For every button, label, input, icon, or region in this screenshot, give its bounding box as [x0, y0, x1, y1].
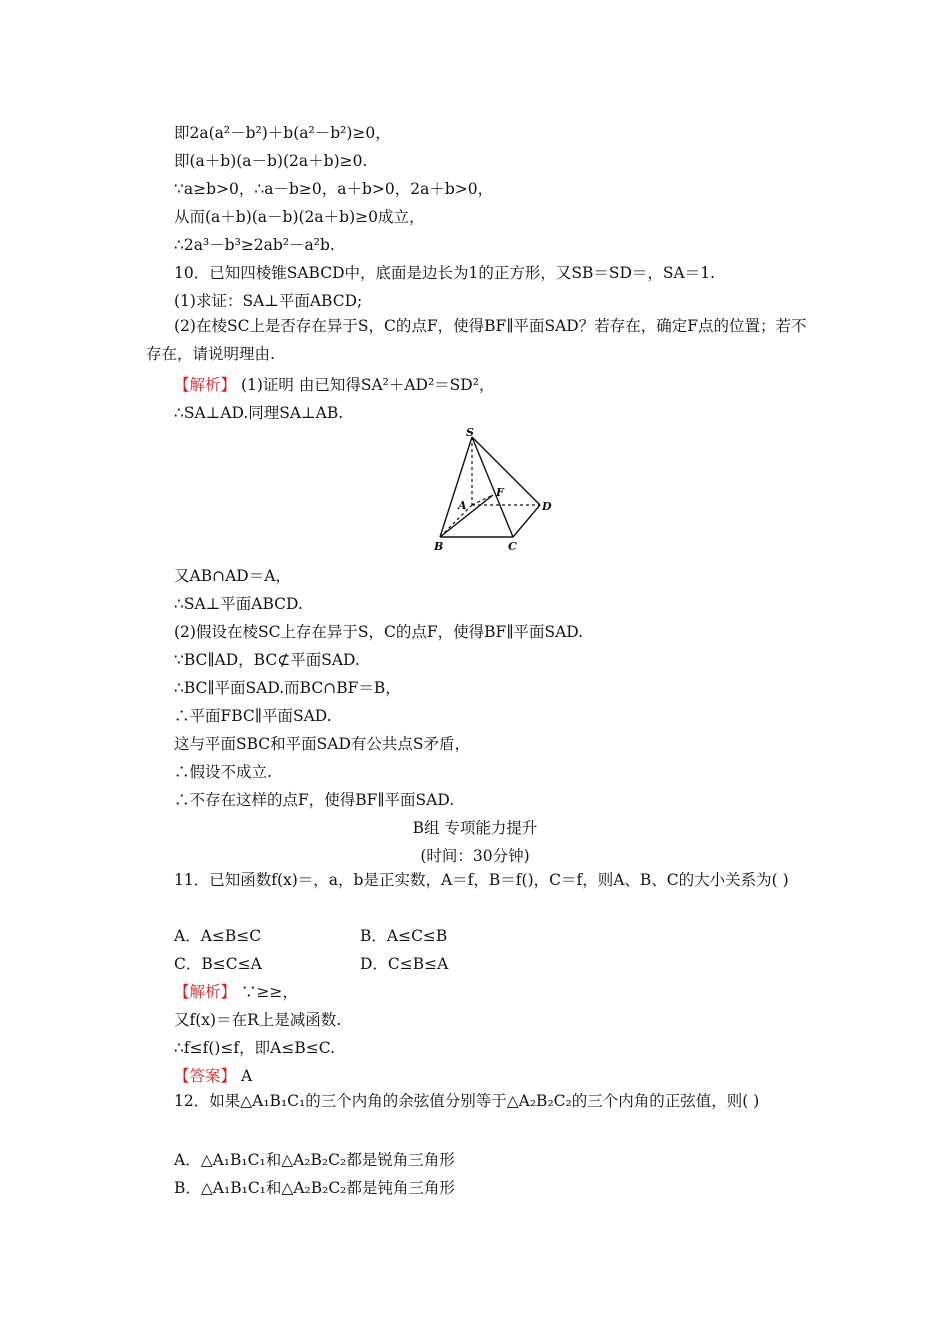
text-line: 即(a＋b)(a－b)(2a＋b)≥0.	[174, 152, 368, 170]
text-line: 从而(a＋b)(a－b)(2a＋b)≥0成立，	[174, 208, 425, 226]
solution-text: ∵≥≥，	[236, 983, 298, 1001]
text-line: ∴不存在这样的点F，使得BF∥平面SAD.	[174, 791, 455, 809]
option-A: A．△A₁B₁C₁和△A₂B₂C₂都是锐角三角形	[174, 1151, 455, 1169]
label-B: B	[434, 540, 444, 553]
answer-11-line	[174, 1066, 252, 1086]
text-line: ∴f≤f()≤f，即A≤B≤C.	[174, 1039, 335, 1057]
option-B: B．△A₁B₁C₁和△A₂B₂C₂都是钝角三角形	[174, 1179, 455, 1197]
option-B: B．A≤C≤B	[360, 927, 448, 945]
label-C: C	[508, 540, 517, 553]
option-C: C．B≤C≤A	[174, 955, 262, 973]
solution-text: (1)证明 由已知得SA²＋AD²＝SD²，	[236, 376, 495, 394]
text-line: ∵a≥b>0，∴a－b≥0，a＋b>0，2a＋b>0，	[174, 180, 494, 198]
text-line: ∵BC∥AD，BC⊄平面SAD.	[174, 651, 360, 669]
text-line: ∴2a³－b³≥2ab²－a²b.	[174, 236, 335, 254]
text-line: 这与平面SBC和平面SAD有公共点S矛盾，	[174, 735, 471, 753]
label-D: D	[542, 500, 552, 513]
time-note: (时间：30分钟)	[420, 847, 530, 865]
solution-11-line	[174, 982, 298, 1002]
pyramid-figure	[420, 425, 560, 557]
label-A: A	[458, 499, 467, 512]
label-S: S	[466, 426, 474, 439]
option-A: A．A≤B≤C	[174, 927, 262, 945]
answer-text: A	[236, 1067, 253, 1085]
label-F: F	[496, 486, 504, 499]
question-10-part2: (2)在棱SC上是否存在异于S，C的点F，使得BF∥平面SAD？若存在，确定F点的位置；若不存在，请说明理由.	[146, 317, 807, 363]
text-line: 又f(x)＝在R上是减函数.	[174, 1011, 342, 1029]
text-line: ∴SA⊥AD.同理SA⊥AB.	[174, 404, 344, 422]
options-row	[174, 954, 574, 974]
solution-tag: 【解析】	[174, 983, 237, 1001]
text-line: 即2a(a²－b²)＋b(a²－b²)≥0，	[174, 124, 391, 142]
solution-10-line	[174, 375, 494, 395]
solution-tag: 【解析】	[174, 376, 237, 394]
text-line: 又AB∩AD＝A，	[174, 567, 291, 585]
question-10: 10．已知四棱锥SABCD中，底面是边长为1的正方形，又SB＝SD＝，SA＝1.	[174, 264, 716, 282]
question-12: 12．如果△A₁B₁C₁的三个内角的余弦值分别等于△A₂B₂C₂的三个内角的正弦值，则( )	[174, 1092, 760, 1110]
text-line: ∴假设不成立.	[174, 763, 272, 781]
answer-tag: 【答案】	[174, 1067, 237, 1085]
text-line: ∴SA⊥平面ABCD.	[174, 595, 303, 613]
text-line: ∴BC∥平面SAD.而BC∩BF＝B，	[174, 679, 401, 697]
question-11: 11．已知函数f(x)＝，a，b是正实数，A＝f，B＝f()，C＝f，则A、B、C的大小关系为( )	[174, 871, 789, 889]
question-10-part1: (1)求证：SA⊥平面ABCD;	[174, 292, 363, 310]
section-heading: B组 专项能力提升	[412, 819, 538, 837]
options-row	[174, 926, 574, 946]
option-D: D．C≤B≤A	[360, 955, 449, 973]
text-line: ∴平面FBC∥平面SAD.	[174, 707, 332, 725]
text-line: (2)假设在棱SC上存在异于S，C的点F，使得BF∥平面SAD.	[174, 623, 584, 641]
